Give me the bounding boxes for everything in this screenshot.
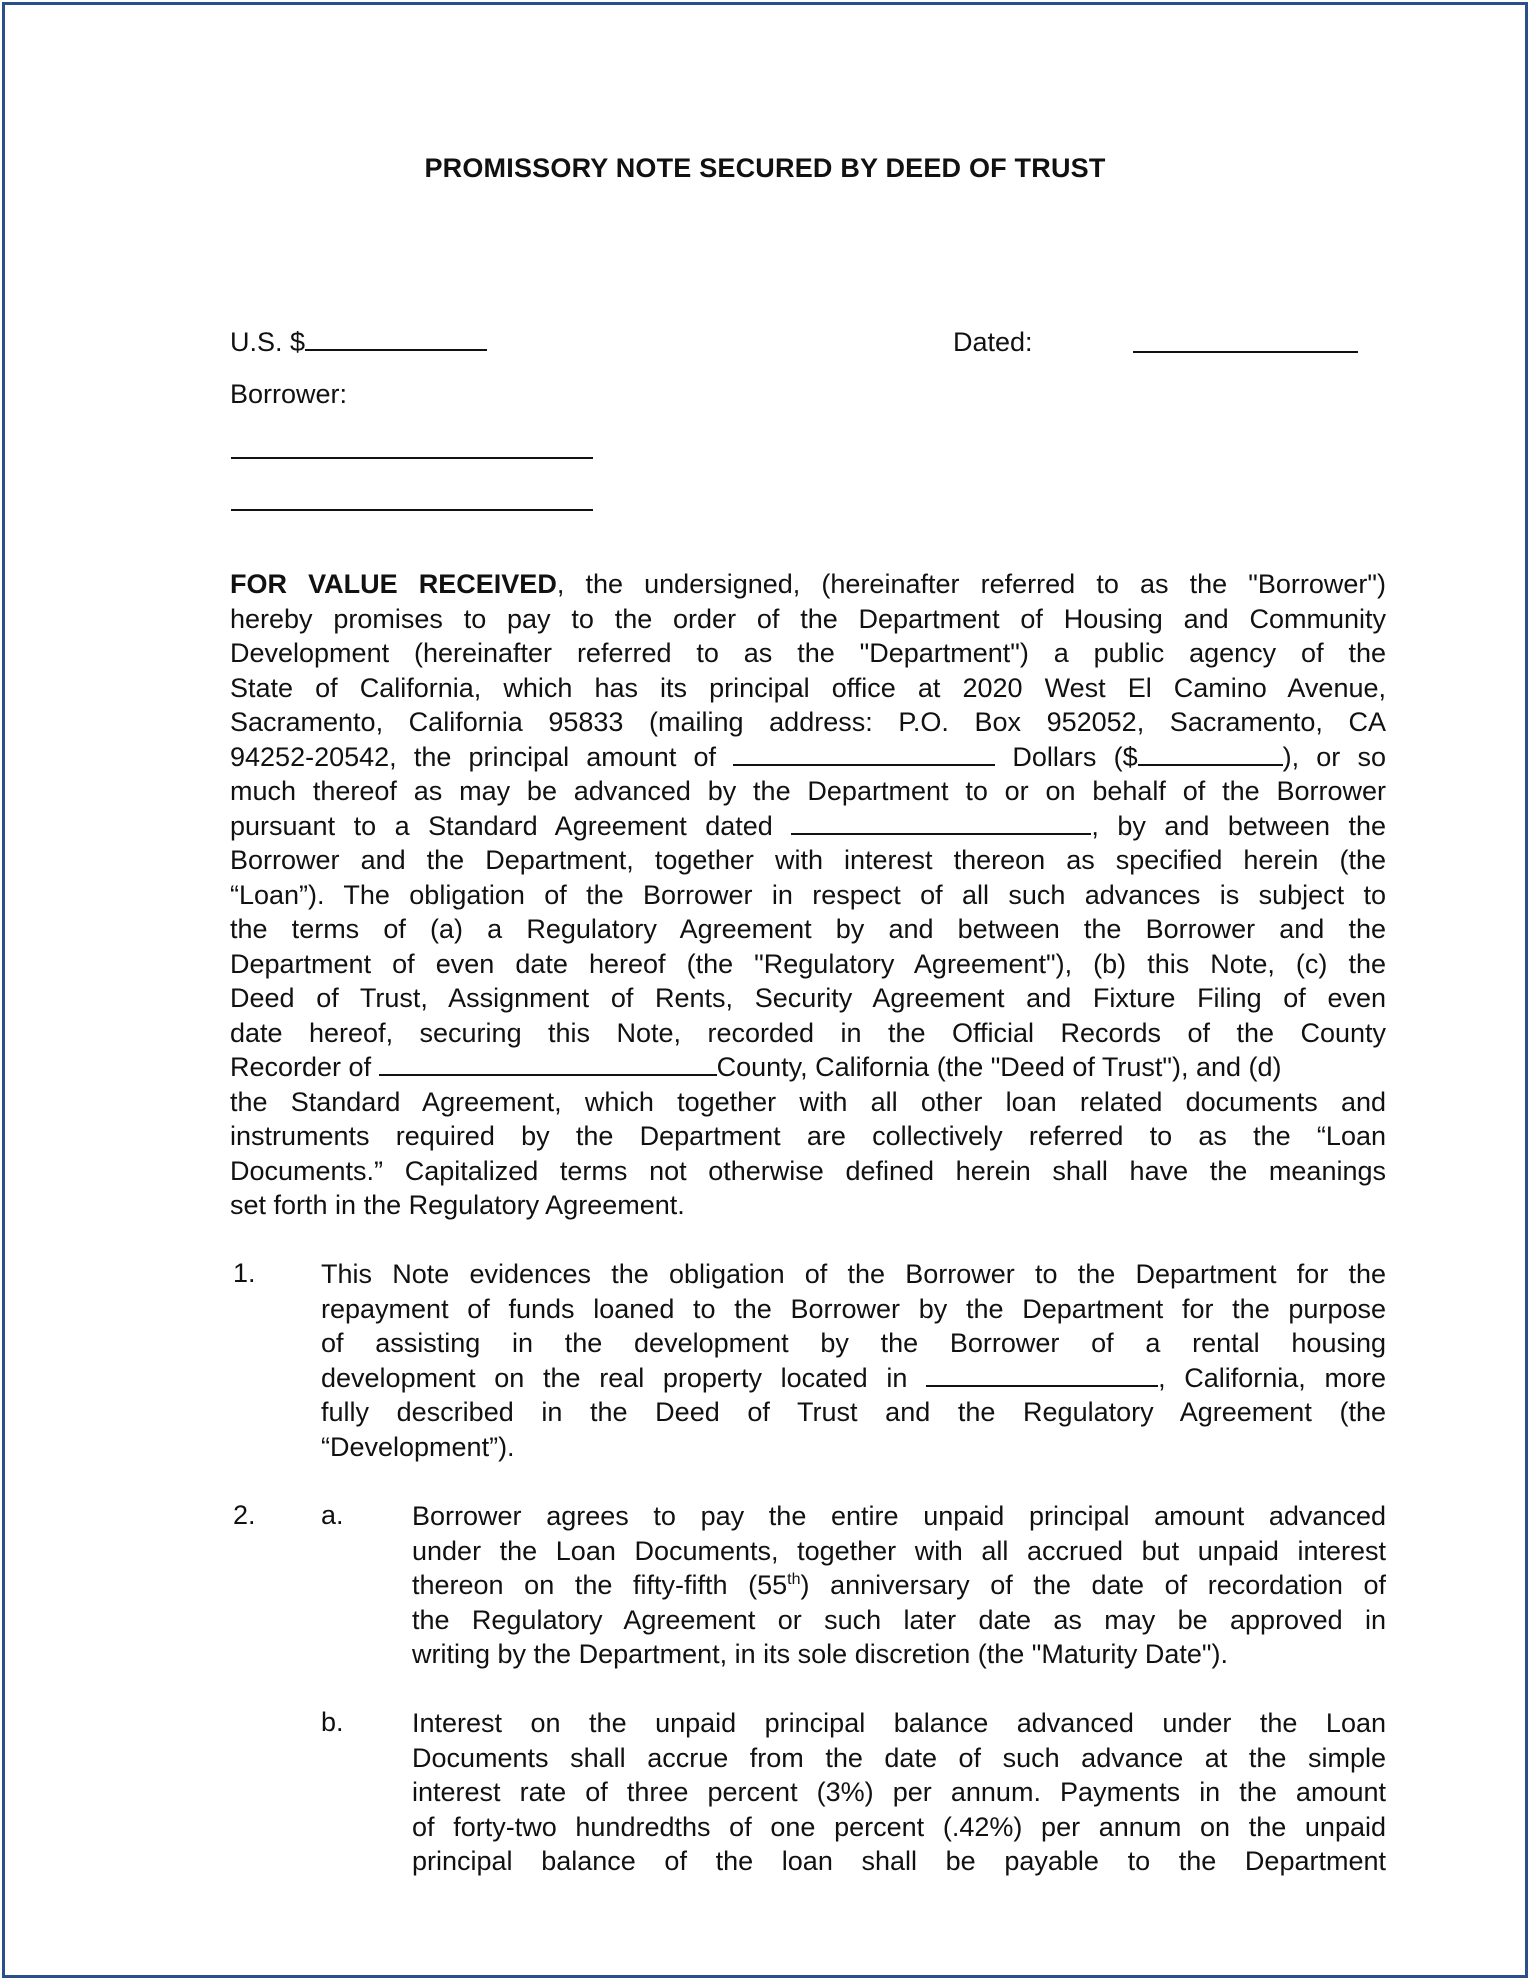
- item-line: writing by the Department, in its sole discretion (the "Maturity Date").: [412, 1639, 1228, 1669]
- document-page: [2, 2, 1528, 1978]
- for-value-received-lead: FOR VALUE RECEIVED: [230, 569, 557, 599]
- item-line: interest rate of three percent (3%) per annum. Payments in the amount: [412, 1777, 1386, 1807]
- intro-line: Development (hereinafter referred to as the "Department") a public agency of the: [230, 638, 1386, 668]
- intro-line-principal: [230, 740, 1386, 775]
- item-line: thereon on the fifty-fifth (55: [412, 1570, 788, 1600]
- item-line: the Regulatory Agreement or such later date as may be approved in: [412, 1604, 1386, 1635]
- intro-line: Deed of Trust, Assignment of Rents, Security Agreement and Fixture Filing of even: [230, 983, 1386, 1013]
- amount-field-label: [230, 327, 487, 358]
- superscript-th: th: [787, 1571, 801, 1588]
- item-line: Borrower agrees to pay the entire unpaid principal amount advanced: [412, 1501, 1386, 1531]
- item-line: of assisting in the development by the Borrower of a rental housing: [321, 1328, 1386, 1358]
- property-location-blank: [926, 1363, 1158, 1387]
- intro-line: Dollars ($: [1012, 741, 1138, 772]
- item-line: principal balance of the loan shall be payable to the Department: [412, 1846, 1386, 1876]
- dated-label: Dated:: [953, 327, 1033, 357]
- document-body: [5, 5, 1525, 1975]
- document-title: PROMISSORY NOTE SECURED BY DEED OF TRUST: [424, 153, 1106, 183]
- item-2b-letter: b.: [321, 1707, 344, 1737]
- intro-line: “Loan”). The obligation of the Borrower in respect of all such advances is subject to: [230, 879, 1386, 910]
- item-line: Documents shall accrue from the date of such advance at the simple: [412, 1742, 1386, 1773]
- intro-line: hereby promises to pay to the order of the Department of Housing and Community: [230, 603, 1386, 634]
- intro-line: ), or so: [1282, 741, 1386, 772]
- item-2a-line-anniversary: [412, 1568, 1386, 1603]
- amount-label: U.S. $: [230, 327, 306, 357]
- agreement-date-blank: [791, 811, 1091, 835]
- item-2b-text: [412, 1706, 1386, 1879]
- item-line: of forty-two hundredths of one percent (.42%) per annum on the unpaid: [412, 1811, 1386, 1842]
- item-line: repayment of funds loaned to the Borrower by the Department for the purpose: [321, 1293, 1386, 1324]
- item-line: This Note evidences the obligation of the Borrower to the Department for the: [321, 1259, 1386, 1289]
- item-2a-text: [412, 1499, 1386, 1672]
- intro-line: instruments required by the Department are collectively referred to as the “Loan: [230, 1121, 1386, 1151]
- item-1-text: [321, 1257, 1386, 1464]
- amount-blank: [305, 327, 487, 351]
- intro-line: , by and between the: [1091, 810, 1386, 841]
- intro-line: Recorder of: [230, 1052, 372, 1082]
- item-line: ) anniversary of the date of recordation of: [800, 1570, 1386, 1600]
- intro-line-agreement: [230, 809, 1386, 844]
- principal-amount-blank: [733, 742, 995, 766]
- borrower-blank-2: [231, 509, 593, 511]
- intro-line: the terms of (a) a Regulatory Agreement by and between the Borrower and the: [230, 914, 1386, 944]
- intro-line-county: [230, 1050, 1386, 1085]
- item-1-line-location: [321, 1361, 1386, 1396]
- intro-line: Documents.” Capitalized terms not otherwise defined herein shall have the meanings: [230, 1155, 1386, 1186]
- principal-dollars-blank: [1138, 742, 1283, 766]
- intro-line: set forth in the Regulatory Agreement.: [230, 1190, 685, 1220]
- intro-line: 94252-20542, the principal amount of: [230, 741, 717, 772]
- borrower-label: Borrower:: [230, 379, 348, 409]
- intro-line: the Standard Agreement, which together with all other loan related documents and: [230, 1086, 1386, 1117]
- intro-line: date hereof, securing this Note, recorded in the Official Records of the County: [230, 1017, 1386, 1048]
- intro-line: County, California (the "Deed of Trust"), and (d): [716, 1052, 1282, 1082]
- item-line: “Development”).: [321, 1431, 515, 1462]
- item-line: development on the real property located in: [321, 1362, 908, 1393]
- item-1-number: 1.: [233, 1258, 256, 1288]
- item-line: fully described in the Deed of Trust and the Regulatory Agreement (the: [321, 1397, 1386, 1427]
- dated-blank: [1133, 351, 1358, 353]
- intro-line: , the undersigned, (hereinafter referred to as the "Borrower"): [556, 569, 1386, 599]
- intro-line: Department of even date hereof (the "Regulatory Agreement"), (b) this Note, (c) the: [230, 948, 1386, 979]
- intro-line: Borrower and the Department, together with interest thereon as specified herein (the: [230, 845, 1386, 875]
- item-2-number: 2.: [233, 1500, 256, 1530]
- item-line: , California, more: [1158, 1362, 1386, 1393]
- intro-line: State of California, which has its principal office at 2020 West El Camino Avenue,: [230, 672, 1386, 703]
- item-line: Interest on the unpaid principal balance advanced under the Loan: [412, 1708, 1386, 1738]
- item-line: under the Loan Documents, together with all accrued but unpaid interest: [412, 1535, 1386, 1566]
- intro-paragraph: [230, 567, 1386, 1223]
- item-2a-letter: a.: [321, 1500, 344, 1530]
- intro-line: Sacramento, California 95833 (mailing address: P.O. Box 952052, Sacramento, CA: [230, 707, 1386, 737]
- intro-line: much thereof as may be advanced by the Department to or on behalf of the Borrower: [230, 776, 1386, 806]
- intro-line: pursuant to a Standard Agreement dated: [230, 810, 773, 841]
- county-blank: [379, 1052, 717, 1076]
- borrower-blank-1: [231, 457, 593, 459]
